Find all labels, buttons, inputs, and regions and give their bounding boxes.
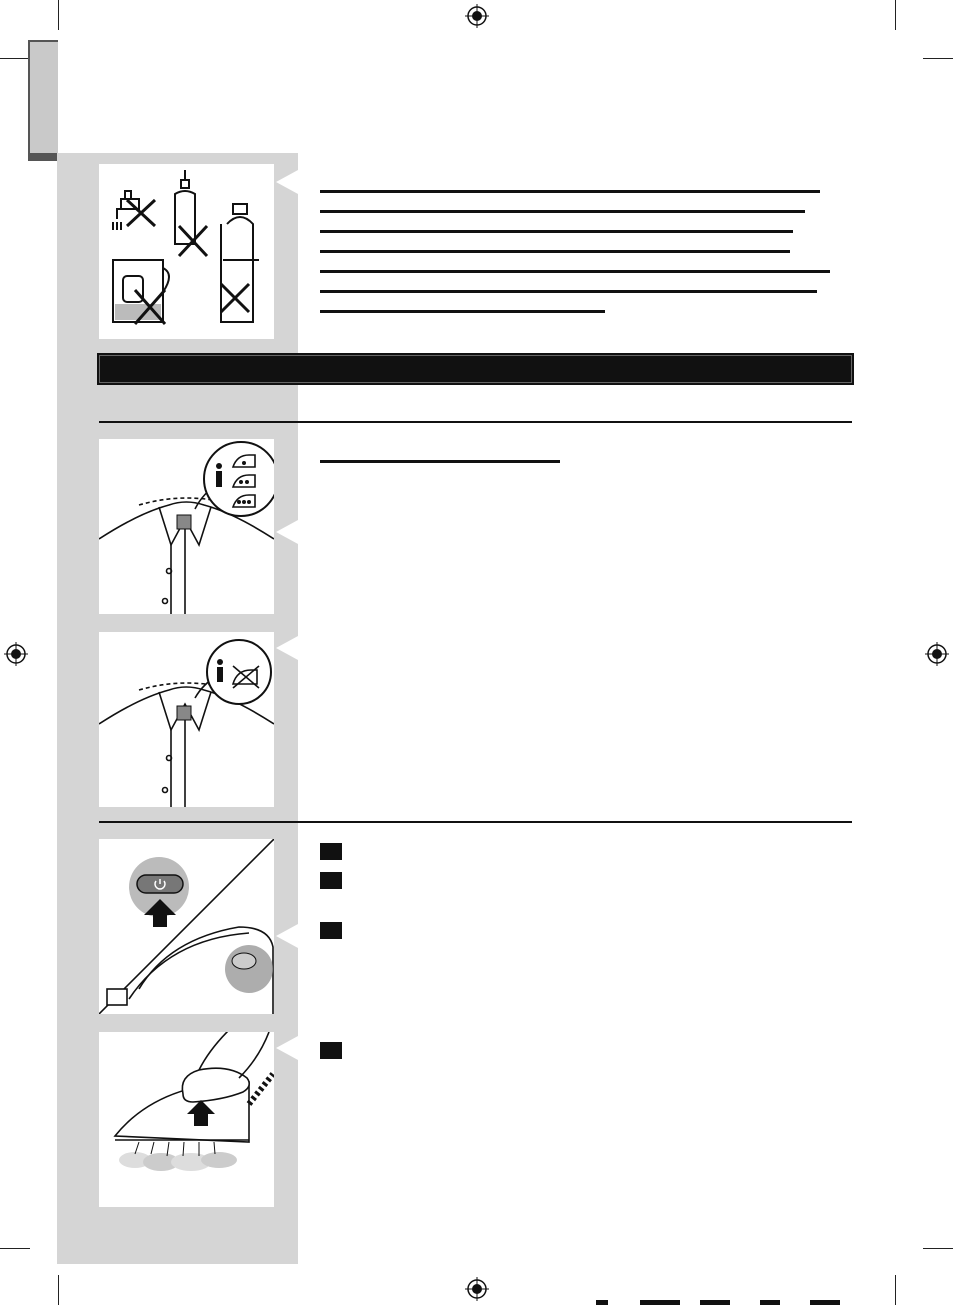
text-line: [320, 230, 793, 233]
care-label-panel: [99, 439, 274, 614]
steam-iron-panel: [99, 1032, 274, 1207]
language-side-tab-edge: [28, 153, 58, 161]
partial-print-mark: [760, 1300, 780, 1305]
crop-mark: [895, 1275, 896, 1305]
panel-pointer: [276, 170, 298, 194]
crop-mark: [895, 0, 896, 30]
section-divider: [99, 421, 852, 423]
crop-mark: [58, 1275, 59, 1305]
tap-icon: [113, 191, 139, 230]
text-line: [320, 190, 820, 193]
care-label-icon: [177, 706, 191, 720]
registration-mark-icon: [465, 4, 489, 28]
step-number-box: [320, 872, 342, 889]
section-divider: [99, 821, 852, 823]
panel-pointer: [276, 636, 298, 660]
panel-pointer: [276, 520, 298, 544]
cross-icon: [221, 284, 249, 312]
panel-pointer: [276, 1036, 298, 1060]
step-number-box: [320, 843, 342, 860]
power-button-icon: [137, 875, 183, 893]
cross-icon: [179, 226, 207, 256]
text-line: [320, 270, 830, 273]
info-icon: [216, 463, 222, 487]
text-line: [320, 290, 817, 293]
text-line: [320, 250, 790, 253]
text-line: [320, 310, 605, 313]
partial-print-mark: [810, 1300, 840, 1305]
no-iron-label-panel: [99, 632, 274, 807]
step-number-box: [320, 922, 342, 939]
steam-icon: [119, 1142, 237, 1171]
text-line: [320, 460, 560, 463]
arrow-up-icon: [187, 1100, 215, 1126]
section-heading-bar: [99, 355, 852, 383]
crop-mark: [0, 58, 30, 59]
cross-icon: [127, 200, 155, 226]
power-button-panel: [99, 839, 274, 1014]
step-number-box: [320, 1042, 342, 1059]
registration-mark-icon: [925, 642, 949, 666]
panel-pointer: [276, 924, 298, 948]
crop-mark: [923, 58, 953, 59]
partial-print-mark: [596, 1300, 608, 1305]
registration-mark-icon: [4, 642, 28, 666]
partial-print-mark: [640, 1300, 680, 1305]
water-warning-illustration: [99, 164, 274, 339]
crop-mark: [0, 1248, 30, 1249]
text-line: [320, 210, 805, 213]
water-warning-panel: [99, 164, 274, 339]
care-label-icon: [177, 515, 191, 529]
crop-mark: [58, 0, 59, 30]
info-icon: [217, 659, 223, 682]
partial-print-mark: [700, 1300, 730, 1305]
language-side-tab: [28, 40, 58, 155]
crop-mark: [923, 1248, 953, 1249]
registration-mark-icon: [465, 1277, 489, 1301]
